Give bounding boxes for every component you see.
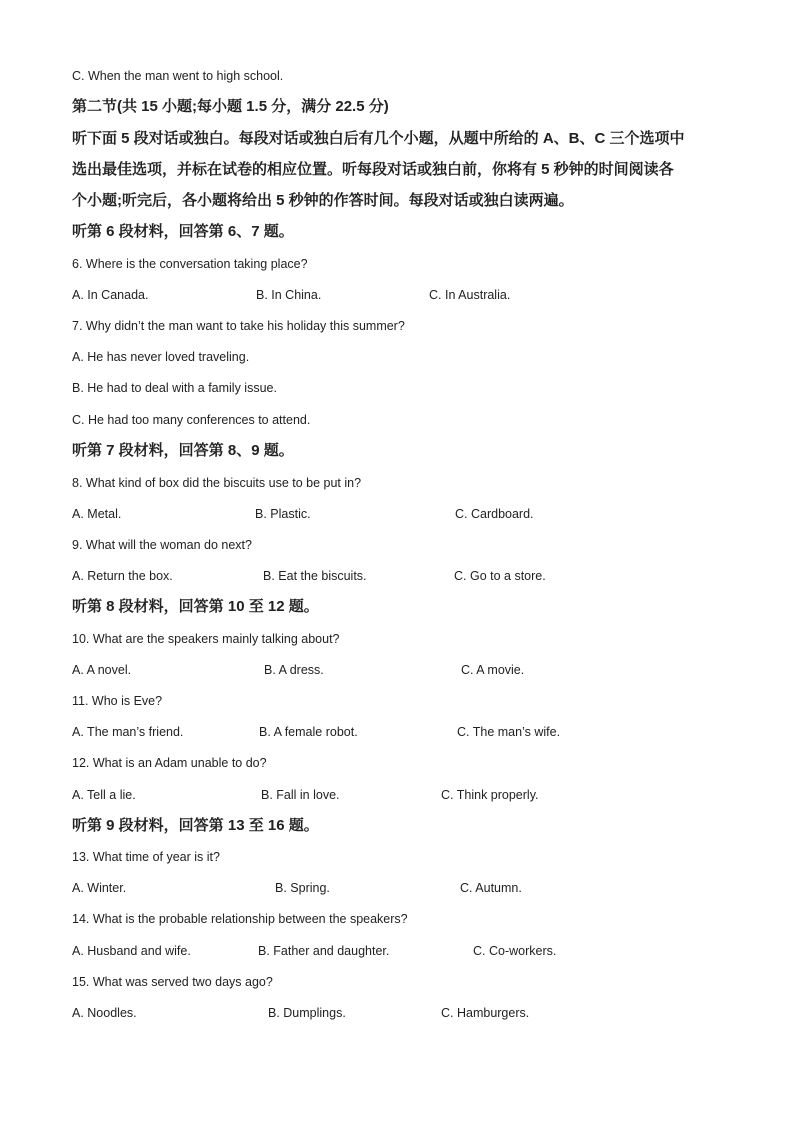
question-12: 12. What is an Adam unable to do? [72,756,267,770]
q6-option-c: C. In Australia. [429,288,511,302]
q12-option-a: A. Tell a lie. [72,788,136,802]
q13-option-a: A. Winter. [72,881,127,895]
group-heading-9: 听第 9 段材料，回答第 13 至 16 题。 [72,817,319,834]
instructions-line-1: 听下面 5 段对话或独白。每段对话或独白后有几个小题，从题中所给的 A、B、C 三个选项中 [72,130,685,147]
q7-option-c: C. He had too many conferences to attend. [72,413,311,427]
q13-option-c: C. Autumn. [460,881,522,895]
instructions-line-3: 个小题;听完后，各小题将给出 5 秒钟的作答时间。每段对话或独白读两遍。 [72,192,574,209]
question-13: 13. What time of year is it? [72,850,220,864]
question-7: 7. Why didn’t the man want to take his holiday this summer? [72,319,405,333]
instructions-line-2: 选出最佳选项，并标在试卷的相应位置。听每段对话或独白前，你将有 5 秒钟的时间阅读各 [72,161,674,178]
question-9: 9. What will the woman do next? [72,538,252,552]
q9-option-a: A. Return the box. [72,569,173,583]
q12-option-c: C. Think properly. [441,788,539,802]
q8-option-a: A. Metal. [72,507,122,521]
q11-option-b: B. A female robot. [259,725,358,739]
q8-option-c: C. Cardboard. [455,507,534,521]
group-heading-8: 听第 8 段材料，回答第 10 至 12 题。 [72,598,319,615]
q7-option-a: A. He has never loved traveling. [72,350,250,364]
q7-option-b: B. He had to deal with a family issue. [72,381,277,395]
q10-option-b: B. A dress. [264,663,324,677]
q14-option-c: C. Co-workers. [473,944,557,958]
q14-option-a: A. Husband and wife. [72,944,191,958]
group-heading-6: 听第 6 段材料，回答第 6、7 题。 [72,223,294,240]
q6-option-a: A. In Canada. [72,288,149,302]
q12-option-b: B. Fall in love. [261,788,340,802]
q15-option-a: A. Noodles. [72,1006,137,1020]
section-title: 第二节(共 15 小题;每小题 1.5 分，满分 22.5 分) [72,98,389,115]
q6-option-b: B. In China. [256,288,322,302]
q9-option-b: B. Eat the biscuits. [263,569,367,583]
question-8: 8. What kind of box did the biscuits use to be put in? [72,476,362,490]
question-10: 10. What are the speakers mainly talking about? [72,632,340,646]
question-11: 11. Who is Eve? [72,694,163,708]
q11-option-c: C. The man’s wife. [457,725,561,739]
q14-option-b: B. Father and daughter. [258,944,390,958]
q15-option-c: C. Hamburgers. [441,1006,530,1020]
group-heading-7: 听第 7 段材料，回答第 8、9 题。 [72,442,294,459]
q8-option-b: B. Plastic. [255,507,311,521]
question-15: 15. What was served two days ago? [72,975,273,989]
q13-option-b: B. Spring. [275,881,330,895]
q15-option-b: B. Dumplings. [268,1006,346,1020]
q9-option-c: C. Go to a store. [454,569,546,583]
question-6: 6. Where is the conversation taking place? [72,257,308,271]
q10-option-c: C. A movie. [461,663,525,677]
prev-question-option-c: C. When the man went to high school. [72,69,284,83]
q11-option-a: A. The man’s friend. [72,725,184,739]
question-14: 14. What is the probable relationship between the speakers? [72,912,408,926]
q10-option-a: A. A novel. [72,663,132,677]
